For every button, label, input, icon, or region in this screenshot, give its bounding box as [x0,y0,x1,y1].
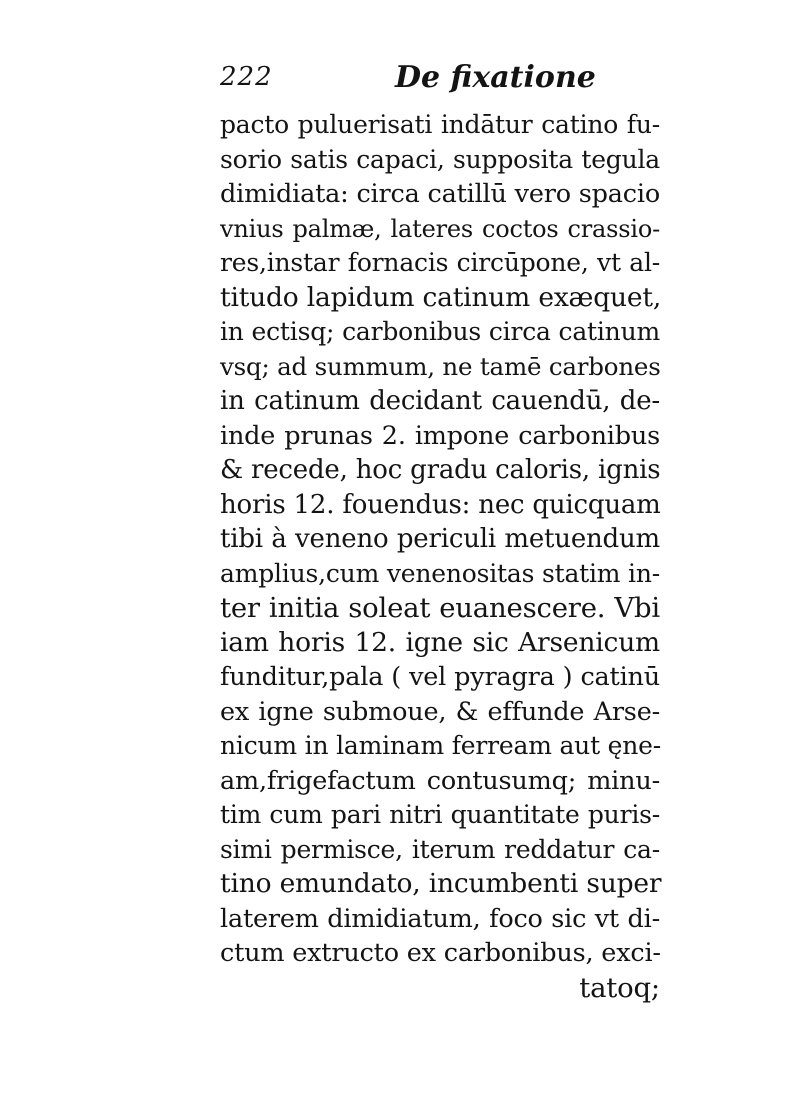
text-line: vnius palmæ, lateres coctos crassio- [220,214,660,243]
text-line: ex igne submoue, & effunde Arse- [220,696,660,727]
text-line: in ectisq; carbonibus circa catinum [220,317,660,346]
body-text [220,108,660,1005]
text-line: in catinum decidant cauendū, de- [220,386,660,416]
text-line: sorio satis capaci, supposita tegula [220,144,660,174]
text-line: vsq; ad summum, ne tamē carbones [220,351,661,381]
catchword: tatoq; [579,971,660,1004]
text-line: nicum in laminam ferream aut ęne- [220,731,661,760]
running-head: De fixatione [395,60,596,95]
text-line: tim cum pari nitri quantitate puris- [220,800,660,829]
text-line: horis 12. fouendus: nec quicquam [220,489,661,520]
text-line: ctum extructo ex carbonibus, exci- [220,938,661,968]
text-line: tibi à veneno periculi metuendum [220,524,660,554]
page-header [220,60,660,100]
text-line: & recede, hoc gradu caloris, ignis [220,455,661,485]
text-line: iam horis 12. igne sic Arsenicum [220,626,660,658]
text-line: tino emundato, incumbenti super [220,868,662,899]
text-line: funditur,pala ( vel pyragra ) catinū [220,662,660,692]
text-line: inde prunas 2. impone carbonibus [220,420,660,451]
text-line: res,instar fornacis circūpone, vt al- [220,248,660,277]
text-line: ter initia soleat euanescere. Vbi [220,592,660,624]
text-line: simi permisce, iterum reddatur ca- [220,834,660,864]
text-line: laterem dimidiatum, foco sic vt di- [220,903,660,934]
text-line: am,frigefactum contusumq; minu- [220,765,660,796]
text-line: pacto puluerisati indātur catino fu- [220,110,660,139]
text-line: amplius,cum venenositas statim in- [220,558,660,588]
page-number: 222 [220,62,273,92]
text-line: titudo lapidum catinum exæquet, [220,281,662,313]
text-line: dimidiata: circa catillū vero spacio [220,179,660,209]
